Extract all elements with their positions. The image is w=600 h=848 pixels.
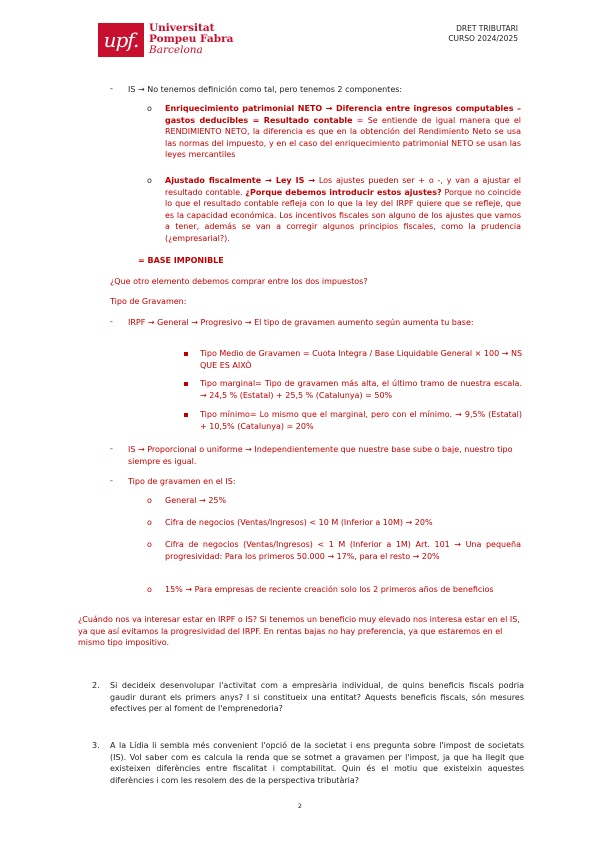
dash-bullet: - — [110, 84, 113, 93]
irpf-item-3: Tipo mínimo= Lo mismo que el marginal, pero con el mínimo. → 9,5% (Estatal) + 10,5% (Catalunya) = 20% — [200, 410, 522, 431]
square-bullet-icon — [184, 413, 188, 417]
component-2-text-2: Porque no coincide lo que el resultado contable refleja con lo que la ley del IRPF quiere que se refleje, que es la capacidad económica. Los incentivos fiscales son alguno de los ajustes que vamos a tener, además se van a corregir algunos principios fiscales, como la prudencia (¿empresarial?). — [165, 187, 522, 243]
is-intro: IS → No tenemos definición como tal, pero tenemos 2 componentes: — [128, 85, 403, 94]
course-title: DRET TRIBUTARI — [456, 24, 518, 33]
square-bullet-icon — [184, 352, 188, 356]
is-proporcional: IS → Proporcional o uniforme → Independientemente que nuestre base sube o baje, nuestro tipo siempre es igual. — [128, 445, 513, 466]
question-other-element: ¿Que otro elemento debemos comprar entre los dos impuestos? — [110, 277, 368, 286]
square-bullet-icon — [184, 382, 188, 386]
component-2-title: Ajustado fiscalmente → Ley IS → — [165, 176, 316, 185]
conclusion-paragraph: ¿Cuándo nos va interesar estar en IRPF o IS? Si tenemos un beneficio muy elevado nos interesa estar en el IS, ya que así evitamos la progresividad del IRPF. En rentas bajas no hay preferencia, ya que estaremos en el mismo tipo impositivo. — [78, 615, 520, 647]
is-component-1 — [165, 103, 521, 161]
logo-line-3: Barcelona — [149, 44, 203, 56]
irpf-item-2: Tipo marginal= Tipo de gravamen más alta, el último tramo de nuestra escala. → 24,5 % (Estatal) + 25,5 % (Catalunya) = 50% — [200, 379, 522, 400]
question-3-text: A la Lídia li sembla més convenient l'opció de la societat i ens pregunta sobre l'impost de societats (IS). Vol saber com es calcula la renda que se sotmet a gravamen per l'impost, ja que ha llegit que existeixen diferències entre fiscalitat i comptabilitat. Quin és el motiu que existeixin aquestes diferències i com les resolem des de la perspectiva tributària? — [110, 741, 524, 785]
is-tipo-item-3: Cifra de negocios (Ventas/Ingresos) < 1 M (Inferior a 1M) Art. 101 → Una pequeña progresividad: Para los primeros 50.000 → 17%, para el resto → 20% — [165, 540, 521, 561]
circle-bullet-icon: o — [147, 518, 152, 527]
component-2-text-1: Los ajustes pueden ser + o -, y van a ajustar el resultado contable. — [165, 176, 521, 197]
is-tipo-item-2: Cifra de negocios (Ventas/Ingresos) < 10 M (Inferior a 10M) → 20% — [165, 518, 433, 527]
upf-logo-mark: upf. — [98, 23, 144, 57]
component-1-title: Enriquecimiento patrimonial NETO → Diferencia entre ingresos computables – gastos deducibles = Resultado contable — [165, 104, 521, 125]
page-number: 2 — [297, 802, 303, 810]
logo-line-2: Pompeu Fabra — [149, 33, 234, 45]
circle-bullet-icon: o — [147, 540, 152, 549]
upf-logo — [98, 23, 233, 57]
dash-bullet: - — [110, 444, 113, 453]
circle-bullet-icon: o — [147, 496, 152, 505]
document-header — [448, 24, 518, 43]
is-tipos-heading: Tipo de gravamen en el IS: — [128, 477, 236, 486]
dash-bullet: - — [110, 476, 113, 485]
question-2-text: Si decideix desenvolupar l'activitat com a empresària individual, de quins beneficis fiscals podria gaudir durant els primers anys? I si constitueix una entitat? Aquests beneficis fiscals, són mesures efectives per al foment de l'emprenedoria? — [110, 681, 524, 713]
circle-bullet-icon: o — [147, 585, 152, 594]
question-3-number: 3. — [92, 741, 100, 750]
course-year: CURSO 2024/2025 — [448, 33, 518, 43]
is-tipo-item-1: General → 25% — [165, 496, 227, 505]
dash-bullet: - — [110, 317, 113, 326]
logo-line-1: Universitat — [149, 22, 215, 34]
component-1-text: = Se entiende de igual manera que el RENDIMIENTO NETO, la diferencia es que en la obtención del Rendimiento Neto se usa las normas del impuesto, y en el caso del enriquecimiento patrimonial NETO se usan las leyes mercantiles — [165, 115, 521, 159]
upf-logo-text — [149, 23, 233, 56]
circle-bullet-icon: o — [147, 176, 152, 185]
is-component-2 — [165, 175, 521, 244]
base-imponible: = BASE IMPONIBLE — [138, 256, 224, 265]
question-2-number: 2. — [92, 681, 100, 690]
component-2-question: ¿Porque debemos introducir estos ajustes? — [245, 187, 442, 197]
circle-bullet-icon: o — [147, 104, 152, 113]
is-tipo-item-4: 15% → Para empresas de reciente creación solo los 2 primeros años de beneficios — [165, 585, 494, 594]
irpf-item-1: Tipo Medio de Gravamen = Cuota Integra / Base Liquidable General × 100 → NS QUE ES AIXÒ — [200, 349, 523, 370]
irpf-intro: IRPF → General → Progresivo → El tipo de gravamen aumento según aumenta tu base: — [128, 318, 474, 327]
tipo-gravamen-heading: Tipo de Gravamen: — [110, 297, 187, 306]
